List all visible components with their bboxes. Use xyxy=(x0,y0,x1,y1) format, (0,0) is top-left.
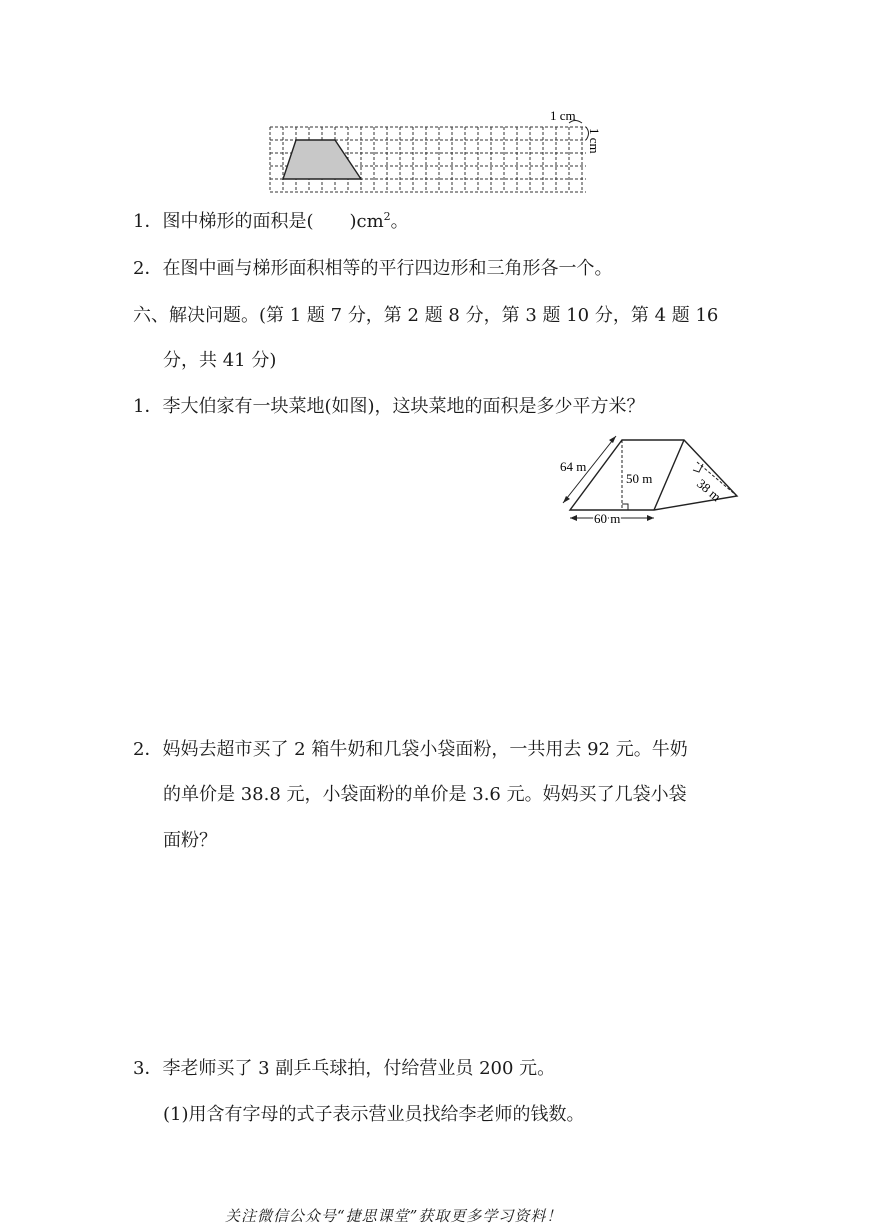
label-slant: 64 m xyxy=(560,459,587,474)
question-6-2-line1 xyxy=(133,735,688,761)
question-number: 3． xyxy=(133,1058,163,1079)
question-text: 李大伯家有一块菜地(如图)，这块菜地的面积是多少平方米？ xyxy=(162,396,645,417)
question-number: 1． xyxy=(133,211,163,232)
question-6-1 xyxy=(133,392,645,418)
question-6-3-sub1: (1)用含有字母的式子表示营业员找给李老师的钱数。 xyxy=(163,1104,585,1125)
question-number: 2． xyxy=(133,258,163,279)
trapezoid-shape xyxy=(283,140,361,179)
question-number: 1． xyxy=(133,396,163,417)
question-text: 在图中画与梯形面积相等的平行四边形和三角形各一个。 xyxy=(162,258,613,279)
question-5-2 xyxy=(133,254,612,280)
question-6-3 xyxy=(133,1054,555,1080)
unit-label-vertical: 1 cm xyxy=(587,128,602,154)
footer-note: 关注微信公众号“捷思课堂”获取更多学习资料！ xyxy=(225,1207,563,1225)
question-text-unit: )cm xyxy=(349,211,384,232)
label-base: 60 m xyxy=(594,511,621,526)
superscript: 2 xyxy=(383,210,391,223)
question-5-1 xyxy=(133,207,409,233)
question-text: 妈妈去超市买了 2 箱牛奶和几袋小袋面粉，一共用去 92 元。牛奶 xyxy=(162,739,688,760)
unit-label-horizontal: 1 cm xyxy=(550,108,576,123)
label-triangle-height: 38 m xyxy=(694,475,724,505)
label-height: 50 m xyxy=(626,471,653,486)
grid-trapezoid-figure xyxy=(260,100,620,205)
question-number: 2． xyxy=(133,739,163,760)
section-6-heading-line1: 六、解决问题。(第 1 题 7 分，第 2 题 8 分，第 3 题 10 分，第 4 题 16 xyxy=(133,305,719,326)
question-text: 李老师买了 3 副乒乓球拍，付给营业员 200 元。 xyxy=(162,1058,556,1079)
question-text: 图中梯形的面积是( xyxy=(162,211,314,232)
question-end: 。 xyxy=(390,211,409,232)
question-6-2-line2: 的单价是 38.8 元，小袋面粉的单价是 3.6 元。妈妈买了几袋小袋 xyxy=(163,784,687,805)
section-6-heading-line2: 分，共 41 分) xyxy=(163,350,277,371)
question-6-2-line3: 面粉？ xyxy=(163,830,217,851)
answer-blank[interactable] xyxy=(313,211,349,232)
vegetable-plot-figure xyxy=(550,432,750,527)
